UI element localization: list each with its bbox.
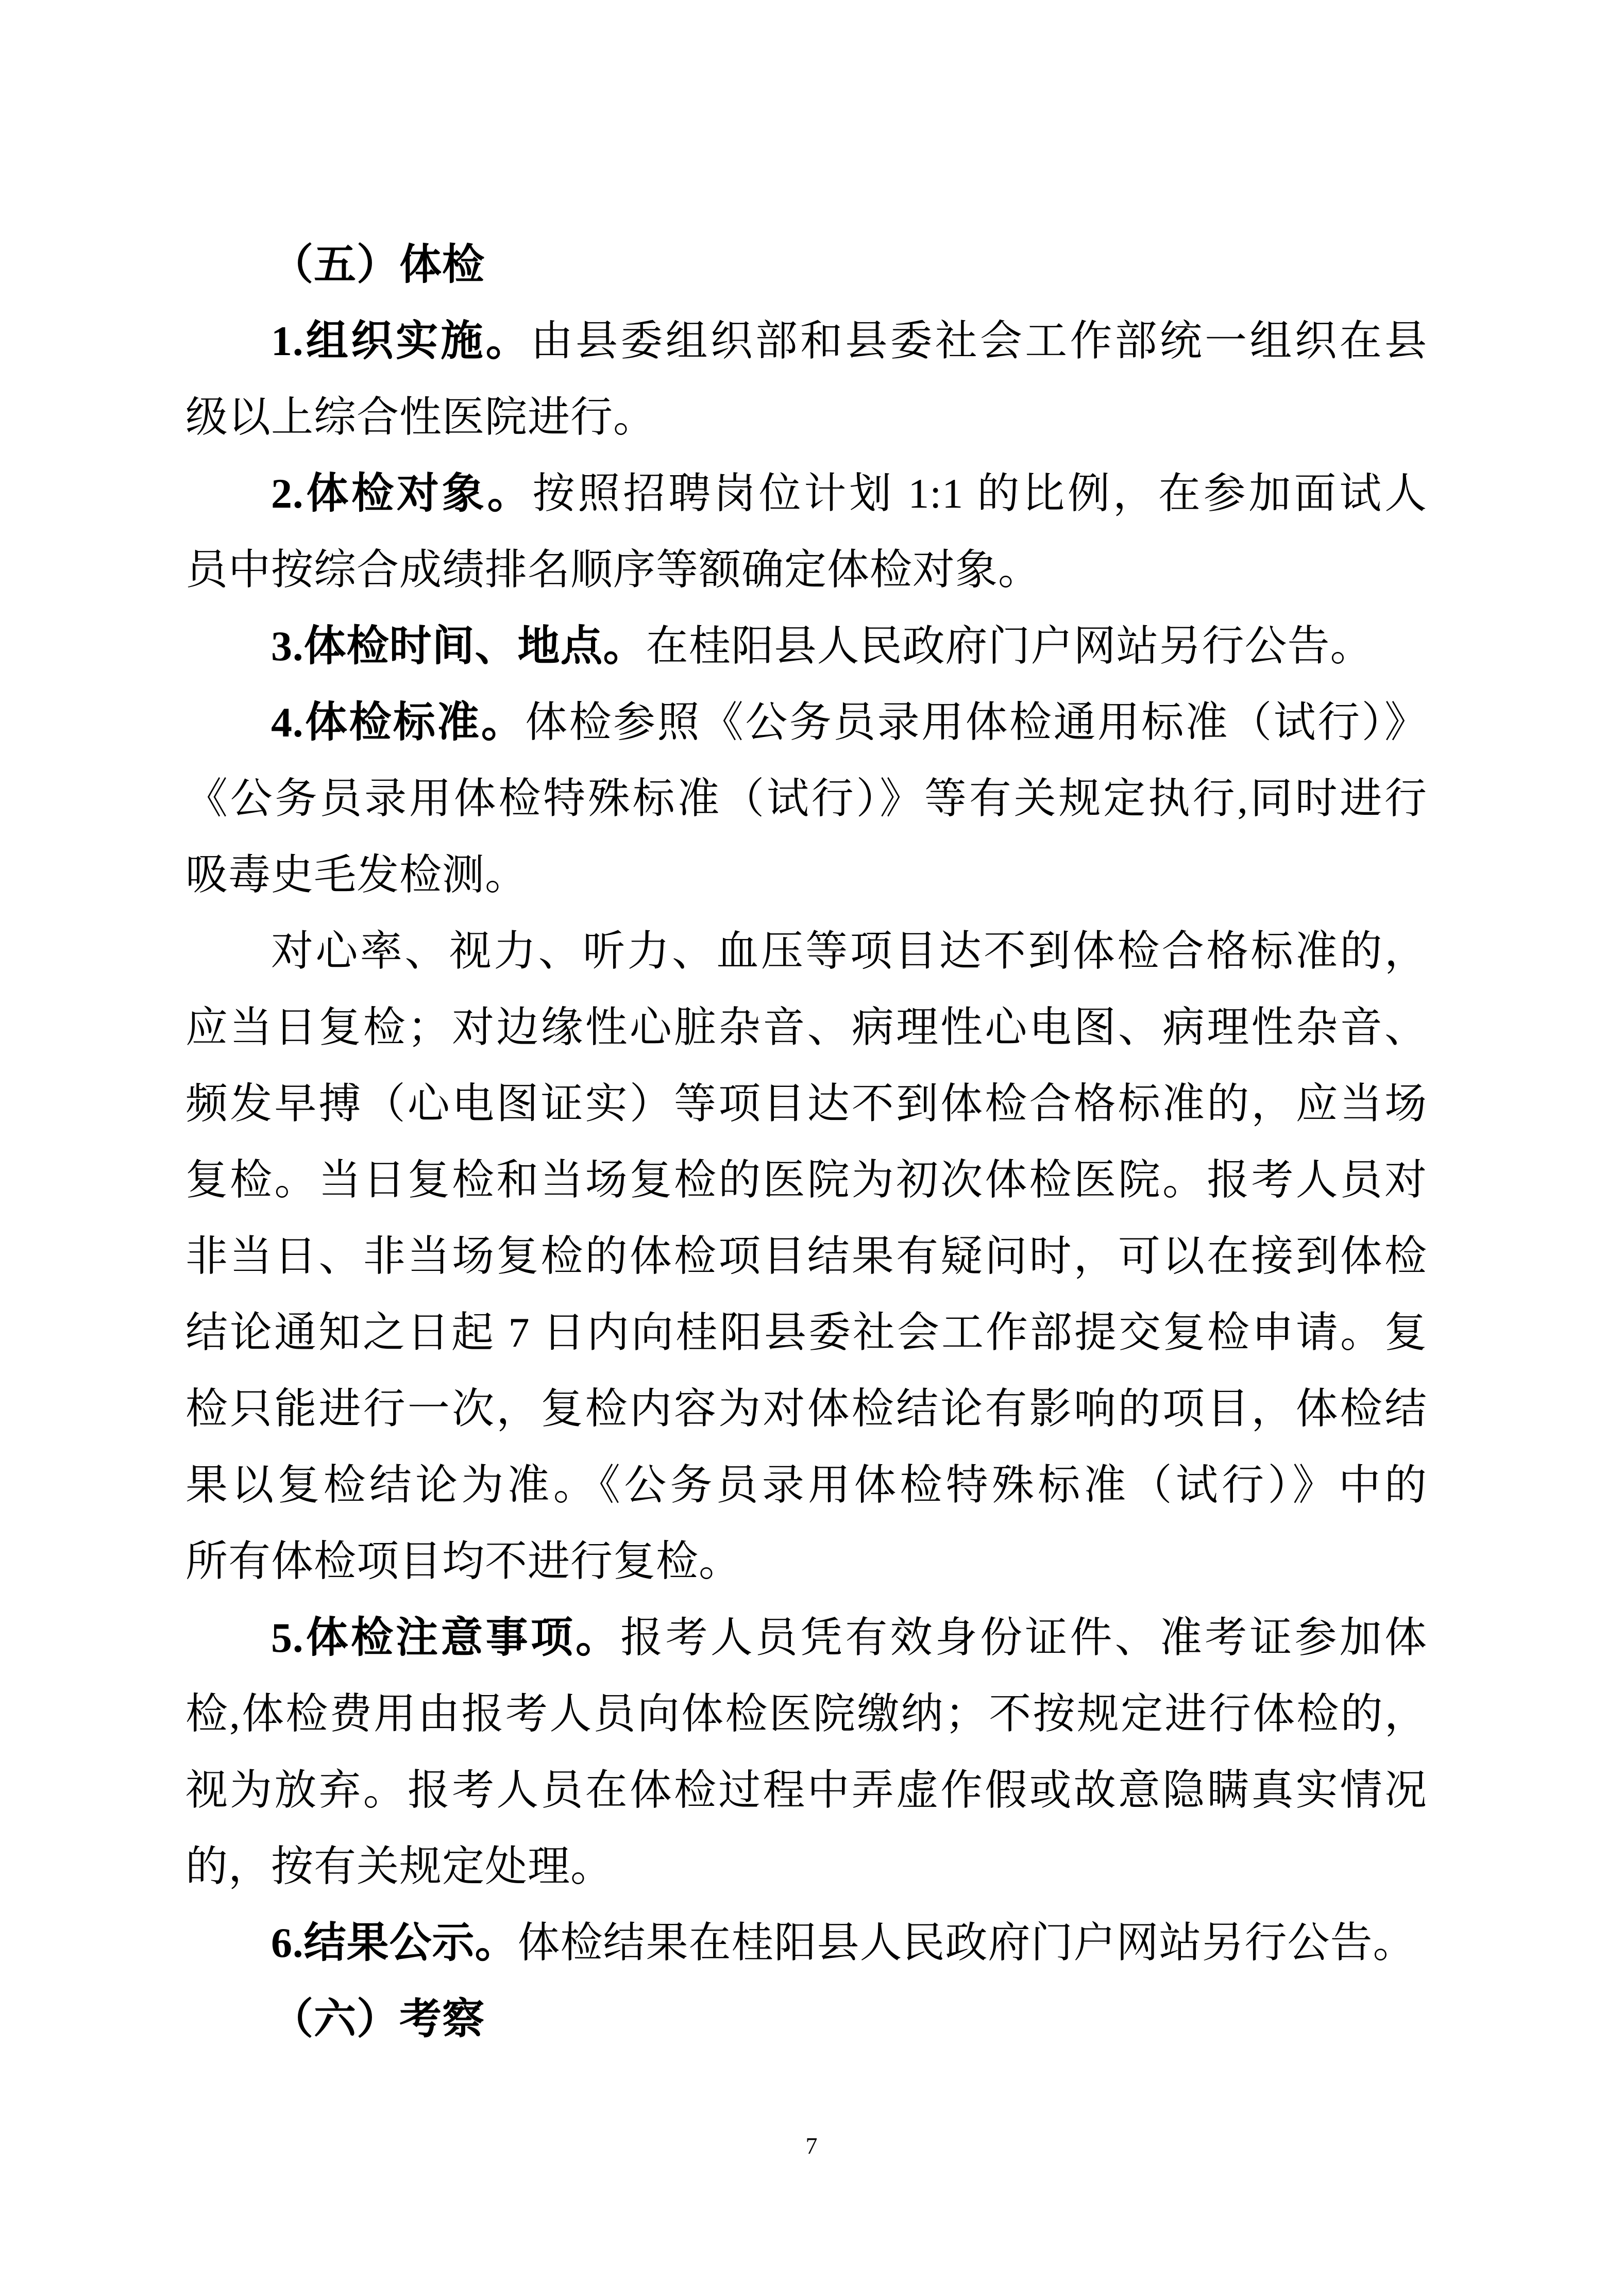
line-text: 《公务员录用体检特殊标准（试行）》等有关规定执行,同时进行 xyxy=(185,775,1427,822)
text-line xyxy=(185,456,1427,532)
line-text: 吸毒史毛发检测。 xyxy=(185,851,528,898)
line-text: 对心率、视力、听力、血压等项目达不到体检合格标准的， xyxy=(271,928,1427,975)
line-text: 检只能进行一次，复检内容为对体检结论有影响的项目，体检结 xyxy=(185,1385,1427,1432)
text-line xyxy=(185,1676,1427,1752)
text-line xyxy=(185,1981,1427,2057)
text-line xyxy=(185,913,1427,990)
text-line xyxy=(185,1447,1427,1523)
line-text: 结论通知之日起 7 日内向桂阳县委社会工作部提交复检申请。复 xyxy=(185,1309,1427,1356)
document-body xyxy=(185,227,1427,2057)
text-line xyxy=(185,1523,1427,1600)
line-lead: 6.结果公示。 xyxy=(271,1919,518,1966)
text-line xyxy=(185,1829,1427,1905)
text-line xyxy=(185,303,1427,379)
line-text: 频发早搏（心电图证实）等项目达不到体检合格标准的，应当场 xyxy=(185,1080,1427,1127)
text-line xyxy=(185,227,1427,303)
line-text: 报考人员凭有效身份证件、准考证参加体 xyxy=(620,1614,1427,1661)
line-text: 在桂阳县人民政府门户网站另行公告。 xyxy=(646,623,1373,669)
line-text: 所有体检项目均不进行复检。 xyxy=(185,1538,742,1585)
line-text: 体检结果在桂阳县人民政府门户网站另行公告。 xyxy=(517,1919,1416,1966)
text-line xyxy=(185,1371,1427,1447)
line-lead: 1.组织实施。 xyxy=(271,317,531,364)
text-line xyxy=(185,1218,1427,1295)
line-text: 视为放弃。报考人员在体检过程中弄虚作假或故意隐瞒真实情况 xyxy=(185,1767,1427,1814)
line-lead: 5.体检注意事项。 xyxy=(271,1614,621,1661)
line-text: 应当日复检；对边缘性心脏杂音、病理性心电图、病理性杂音、 xyxy=(185,1004,1427,1051)
line-lead: 3.体检时间、地点。 xyxy=(271,623,646,669)
text-line xyxy=(185,684,1427,761)
text-line xyxy=(185,1142,1427,1218)
page-number: 7 xyxy=(805,2133,818,2159)
text-line xyxy=(185,608,1427,684)
line-text: 级以上综合性医院进行。 xyxy=(185,394,656,441)
text-line xyxy=(185,1752,1427,1829)
text-line xyxy=(185,1905,1427,1981)
line-text: 员中按综合成绩排名顺序等额确定体检对象。 xyxy=(185,546,1041,593)
line-text: 的，按有关规定处理。 xyxy=(185,1843,614,1890)
line-text: 按照招聘岗位计划 1:1 的比例，在参加面试人 xyxy=(532,470,1427,517)
text-line xyxy=(185,837,1427,913)
line-text: 非当日、非当场复检的体检项目结果有疑问时，可以在接到体检 xyxy=(185,1233,1427,1280)
line-text: 检,体检费用由报考人员向体检医院缴纳；不按规定进行体检的， xyxy=(185,1690,1427,1737)
text-line xyxy=(185,532,1427,608)
line-text: 果以复检结论为准。《公务员录用体检特殊标准（试行）》中的 xyxy=(185,1462,1427,1509)
text-line xyxy=(185,1066,1427,1142)
line-lead: 4.体检标准。 xyxy=(271,699,526,746)
text-line xyxy=(185,1295,1427,1371)
line-text: （六）考察 xyxy=(271,1996,485,2042)
line-text: （五）体检 xyxy=(271,241,485,288)
text-line xyxy=(185,1600,1427,1676)
line-text: 复检。当日复检和当场复检的医院为初次体检医院。报考人员对 xyxy=(185,1157,1427,1203)
text-line xyxy=(185,761,1427,837)
line-text: 由县委组织部和县委社会工作部统一组织在县 xyxy=(530,317,1427,364)
line-text: 体检参照《公务员录用体检通用标准（试行）》 xyxy=(525,699,1427,746)
line-lead: 2.体检对象。 xyxy=(271,470,533,517)
text-line xyxy=(185,990,1427,1066)
text-line xyxy=(185,379,1427,456)
